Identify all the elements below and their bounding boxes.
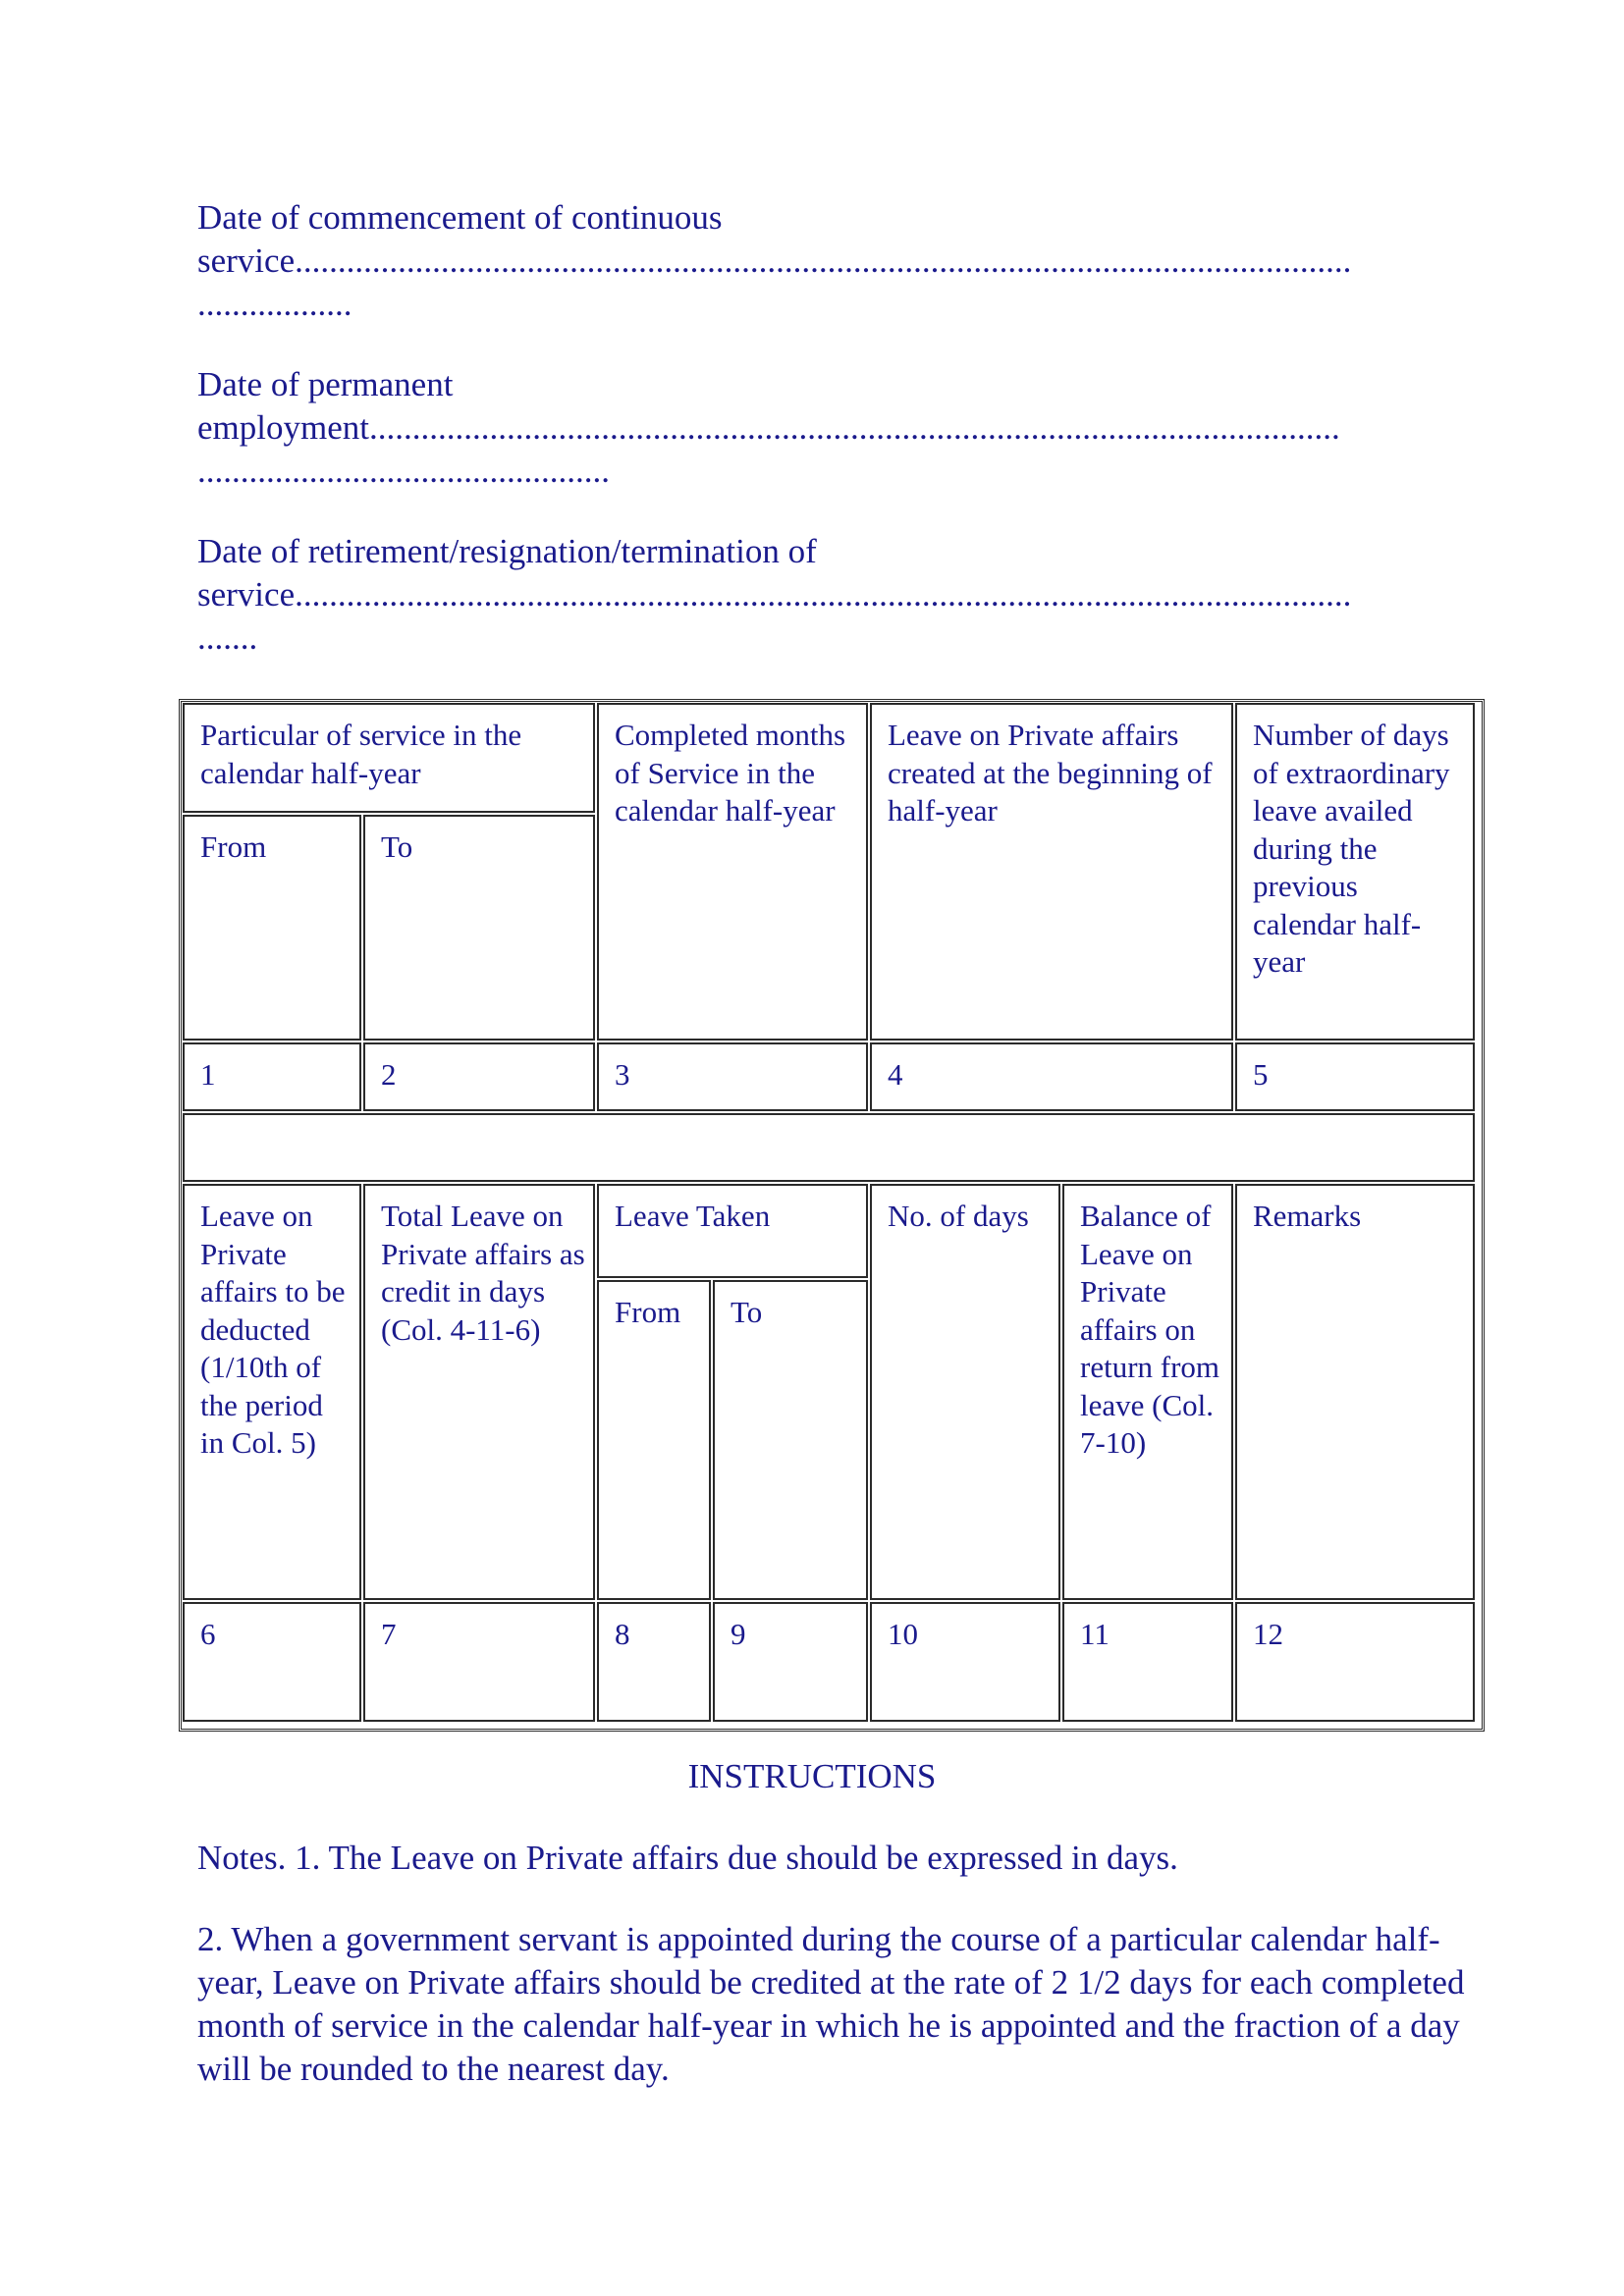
column-number-10: 10 — [870, 1602, 1060, 1722]
column-number-1: 1 — [183, 1042, 361, 1111]
column-number-11: 11 — [1062, 1602, 1233, 1722]
field-dotted-line: service........................................................................................................................... — [197, 575, 1352, 614]
column-number-4: 4 — [870, 1042, 1233, 1111]
field-dotted-line: employment................................................................................................................. — [197, 408, 1340, 447]
column-number-6: 6 — [183, 1602, 361, 1722]
field-dotted-line-continuation: ................................................ — [197, 452, 610, 490]
header-particular-of-service: Particular of service in the calendar half-year — [183, 703, 595, 813]
header-to: To — [363, 815, 595, 1041]
field-label: Date of commencement of continuous — [197, 198, 723, 237]
header-leave-deducted: Leave on Private affairs to be deducted (1/10th of the period in Col. 5) — [183, 1184, 361, 1600]
header-leave-taken: Leave Taken — [597, 1184, 868, 1278]
header-balance-of-leave: Balance of Leave on Private affairs on return from leave (Col. 7-10) — [1062, 1184, 1233, 1600]
column-number-2: 2 — [363, 1042, 595, 1111]
header-extraordinary-leave: Number of days of extraordinary leave availed during the previous calendar half-year — [1235, 703, 1475, 1041]
instructions-title: INSTRUCTIONS — [687, 1757, 937, 1795]
field-retirement-date — [197, 530, 1474, 660]
column-number-9: 9 — [713, 1602, 868, 1722]
header-leave-taken-to: To — [713, 1280, 868, 1600]
field-permanent-employment-date — [197, 363, 1474, 493]
header-remarks: Remarks — [1235, 1184, 1475, 1600]
header-no-of-days: No. of days — [870, 1184, 1060, 1600]
column-number-7: 7 — [363, 1602, 595, 1722]
field-label: Date of permanent — [197, 365, 454, 403]
header-leave-created: Leave on Private affairs created at the beginning of half-year — [870, 703, 1233, 1041]
header-completed-months: Completed months of Service in the calendar half-year — [597, 703, 868, 1041]
column-number-5: 5 — [1235, 1042, 1475, 1111]
instructions-note-1: Notes. 1. The Leave on Private affairs due should be expressed in days. — [197, 1839, 1178, 1877]
header-from: From — [183, 815, 361, 1041]
field-dotted-line-continuation: .................. — [197, 285, 352, 323]
field-label: Date of retirement/resignation/termination of — [197, 532, 817, 570]
column-number-3: 3 — [597, 1042, 868, 1111]
table-spacer-row — [183, 1113, 1475, 1182]
header-total-leave-credit: Total Leave on Private affairs as credit in days (Col. 4-11-6) — [363, 1184, 595, 1600]
field-dotted-line: service........................................................................................................................... — [197, 241, 1352, 280]
column-number-8: 8 — [597, 1602, 711, 1722]
instructions-note-2: 2. When a government servant is appointed during the course of a particular calendar half-year, Leave on Private affairs should be credited at the rate of 2 1/2 days for each completed month of service in the calendar half-year in which he is appointed and the fraction of a day will be rounded to the nearest day. — [197, 1920, 1465, 2088]
column-number-12: 12 — [1235, 1602, 1475, 1722]
field-commencement-date — [197, 196, 1474, 326]
header-leave-taken-from: From — [597, 1280, 711, 1600]
field-dotted-line-continuation: ....... — [197, 618, 258, 657]
